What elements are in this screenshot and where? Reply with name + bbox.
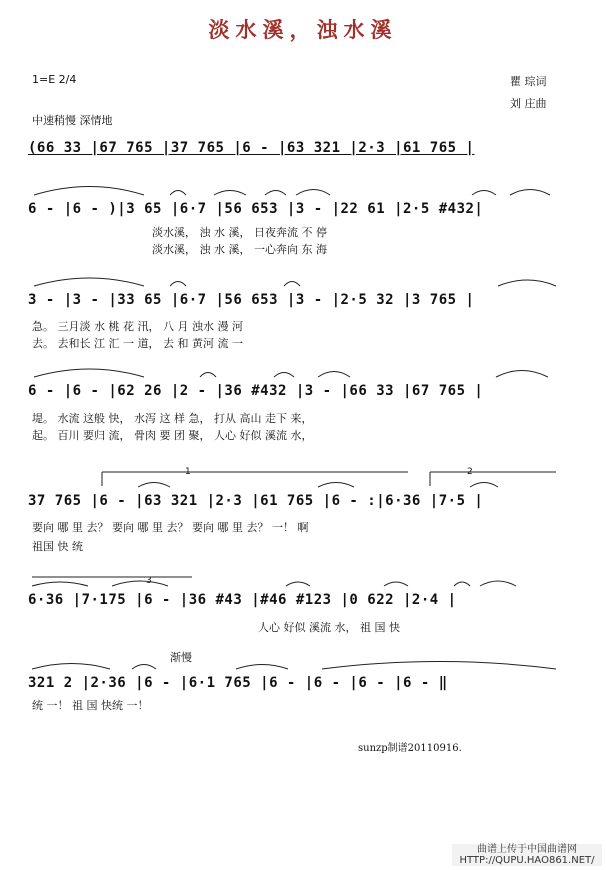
slur bbox=[286, 582, 310, 586]
triplet-mark: 3 bbox=[146, 576, 152, 586]
notation-line-7: 321 2 |2·36 |6 - |6·1 765 |6 - |6 - |6 - |6 - ‖ bbox=[28, 675, 448, 691]
slur bbox=[170, 282, 186, 287]
notation-line-3: 3 - |3 - |33 65 |6·7 |56 653 |3 - |2·5 32 |3 765 | bbox=[28, 292, 475, 308]
slur bbox=[318, 372, 350, 378]
slur bbox=[480, 581, 516, 586]
lyric-line-4a: 堤。 水流 这般 快， 水泻 这 样 急， 打从 高山 走下 来， bbox=[32, 412, 313, 425]
watermark-line-2: HTTP://QUPU.HAO861.NET/ bbox=[459, 855, 595, 866]
slur bbox=[170, 191, 186, 196]
transcriber-signature: sunzp制谱20110916. bbox=[358, 743, 462, 754]
slur bbox=[274, 373, 294, 378]
slur bbox=[34, 187, 144, 196]
slur bbox=[318, 483, 354, 488]
slur bbox=[384, 582, 408, 586]
lyricist-credit: 瞿 琮词 bbox=[510, 75, 547, 88]
lyric-line-2a: 淡水溪， 浊 水 溪， 日夜奔流 不 停 bbox=[152, 226, 327, 239]
watermark-line-1: 曲谱上传于中国曲谱网 bbox=[477, 844, 577, 855]
notation-line-1: (66 33 |67 765 |37 765 |6 - |63 321 |2·3 |61 765 | bbox=[28, 140, 475, 156]
slur bbox=[284, 282, 300, 287]
slur bbox=[32, 582, 88, 586]
notation-line-4: 6 - |6 - |62 26 |2 - |36 #432 |3 - |66 33 |67 765 | bbox=[28, 383, 484, 399]
lyric-line-4b: 起。 百川 要归 流， 骨肉 要 团 聚， 人心 好似 溪流 水， bbox=[32, 429, 313, 442]
notation-line-5: 37 765 |6 - |63 321 |2·3 |61 765 |6 - :|6·36 |7·5 | bbox=[28, 493, 484, 509]
composer-credit: 刘 庄曲 bbox=[510, 97, 547, 110]
slur bbox=[112, 581, 168, 586]
slur bbox=[496, 371, 548, 378]
slur bbox=[470, 483, 498, 488]
slur bbox=[510, 190, 550, 196]
slur bbox=[214, 191, 246, 196]
slur bbox=[236, 665, 288, 670]
slur bbox=[472, 191, 496, 196]
lyric-line-5a: 要向 哪 里 去？ 要向 哪 里 去？ 要向 哪 里 去？ 一！ 啊 bbox=[32, 521, 309, 534]
notation-line-2: 6 - |6 - )|3 65 |6·7 |56 653 |3 - |22 61 |2·5 #432| bbox=[28, 201, 484, 217]
notation-line-6: 6·36 |7·175 |6 - |36 #43 |#46 #123 |0 622 |2·4 | bbox=[28, 592, 457, 608]
slur bbox=[34, 278, 144, 286]
slur bbox=[138, 483, 170, 488]
tempo-change-mark: 渐慢 bbox=[170, 651, 192, 664]
slur bbox=[454, 582, 470, 586]
volta-1-label: 1 bbox=[185, 467, 191, 477]
lyric-line-7: 统 一！ 祖 国 快统 一！ bbox=[32, 699, 149, 712]
slur bbox=[132, 665, 156, 670]
slur bbox=[498, 280, 556, 286]
slur bbox=[32, 664, 110, 670]
song-title: 淡水溪，浊水溪 bbox=[208, 17, 398, 42]
lyric-line-2b: 淡水溪， 浊 水 溪， 一心奔向 东 海 bbox=[152, 243, 327, 256]
lyric-line-3b: 去。 去和长 江 汇 一 道， 去 和 黄河 流 一 bbox=[32, 337, 243, 350]
slur bbox=[322, 662, 556, 670]
volta-2-label: 2 bbox=[467, 467, 473, 477]
lyric-line-5b: 祖国 快 统 bbox=[32, 540, 83, 553]
lyric-line-6: 人心 好似 溪流 水， 祖 国 快 bbox=[258, 621, 400, 634]
slur bbox=[34, 369, 144, 377]
slur bbox=[265, 191, 286, 196]
tempo-marking: 中速稍慢 深情地 bbox=[32, 114, 113, 127]
slur bbox=[296, 190, 330, 196]
lyric-line-3a: 急。 三月淡 水 桃 花 汛， 八 月 浊水 漫 河 bbox=[32, 320, 243, 333]
key-signature: 1=E 2/4 bbox=[32, 73, 77, 86]
slur bbox=[200, 373, 216, 378]
